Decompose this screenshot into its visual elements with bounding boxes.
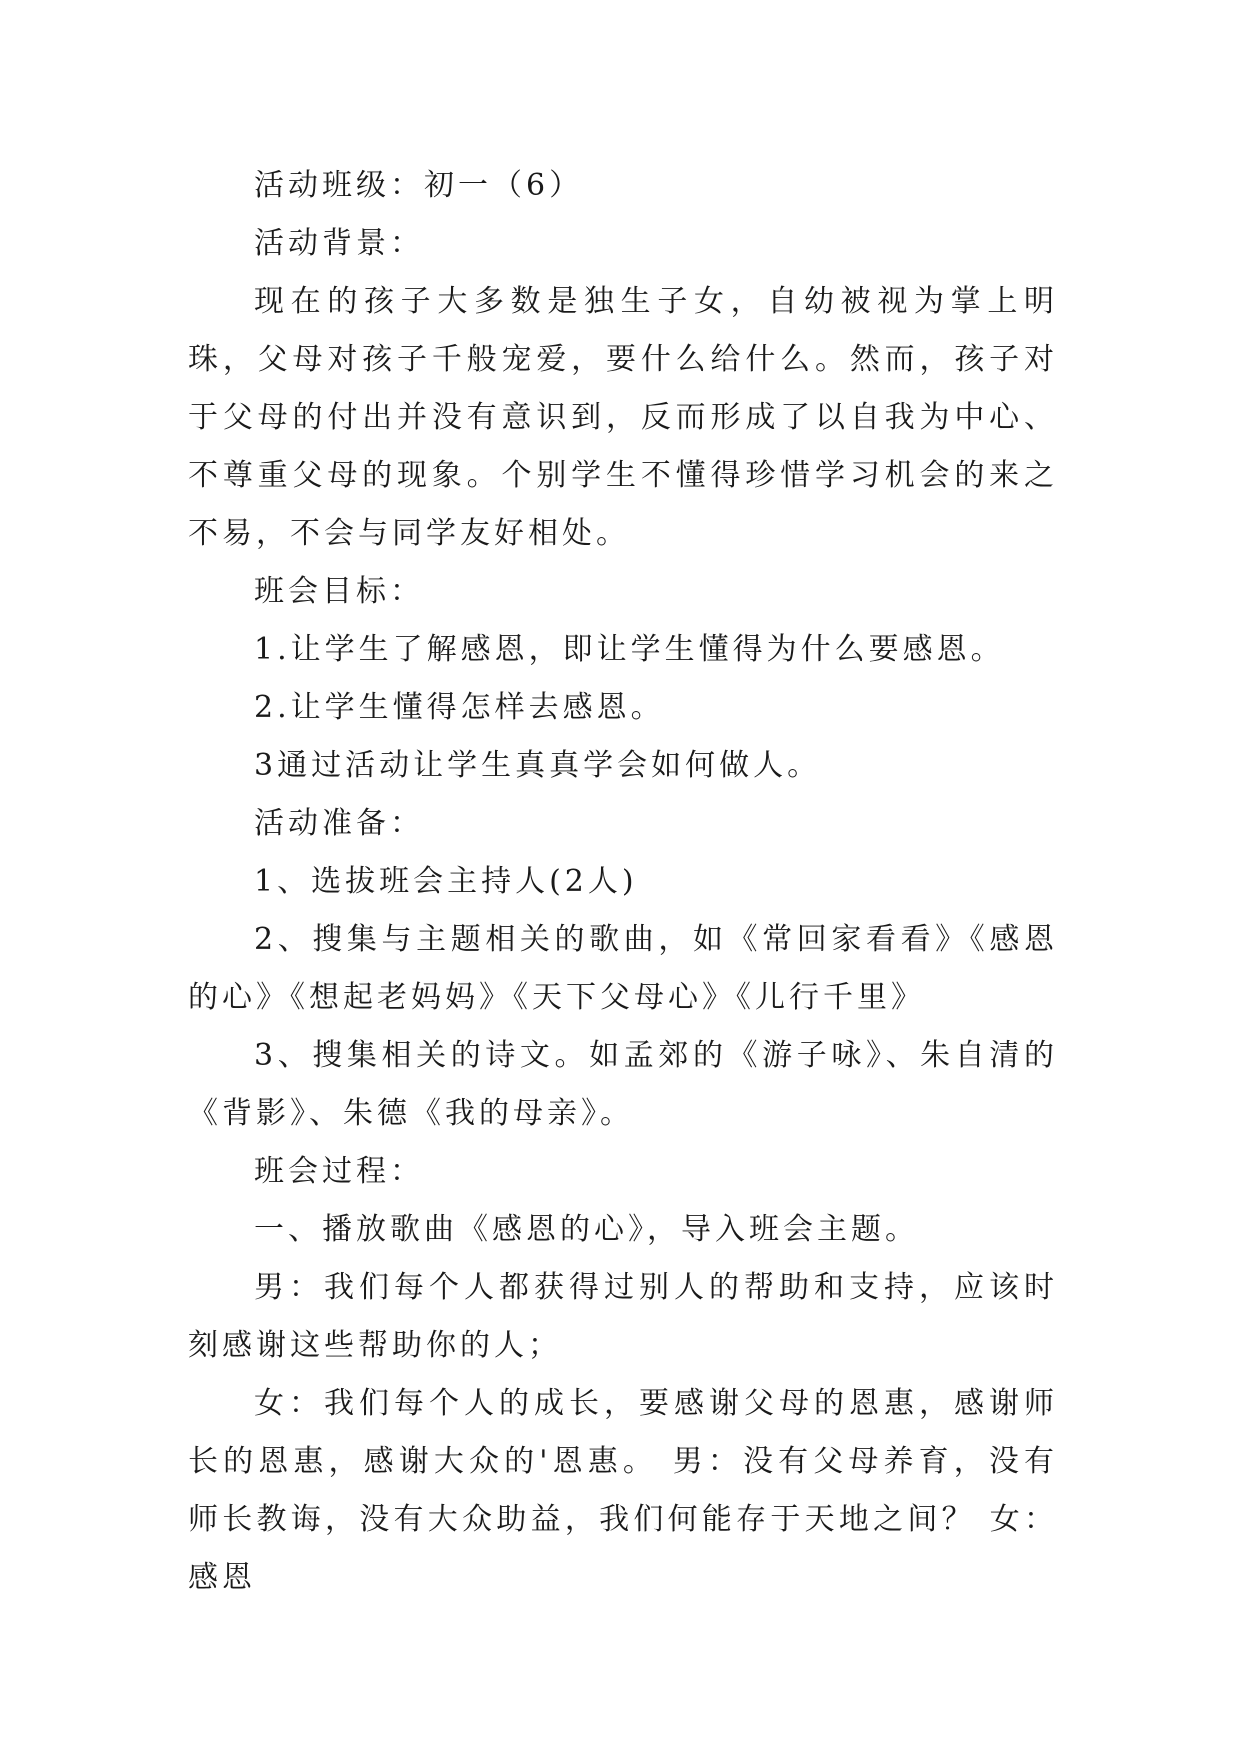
paragraph-background-heading: 活动背景：	[254, 226, 424, 261]
paragraph-dialogue-female: 女：我们每个人的成长，要感谢父母的恩惠，感谢师长的恩惠，感谢大众的'恩惠。 男：没有父母养育，没有师长教诲，没有大众助益，我们何能存于天地之间？ 女：感恩	[188, 1386, 1058, 1595]
paragraph-goals-heading: 班会目标：	[254, 574, 424, 609]
paragraph-preparation-2: 2、搜集与主题相关的歌曲，如《常回家看看》《感恩的心》《想起老妈妈》《天下父母心》《儿行千里》	[188, 922, 1058, 1015]
paragraph-preparation-3: 3、搜集相关的诗文。如孟郊的《游子咏》、朱自清的《背影》、朱德《我的母亲》。	[188, 1038, 1058, 1131]
paragraph-process-1: 一、播放歌曲《感恩的心》，导入班会主题。	[254, 1212, 919, 1247]
paragraph-preparation-1: 1、选拔班会主持人(2人)	[254, 864, 638, 899]
paragraph-goal-2: 2.让学生懂得怎样去感恩。	[254, 690, 665, 725]
paragraph-preparation-heading: 活动准备：	[254, 806, 424, 841]
paragraph-dialogue-male: 男：我们每个人都获得过别人的帮助和支持，应该时刻感谢这些帮助你的人；	[188, 1270, 1058, 1363]
paragraph-goal-1: 1.让学生了解感恩，即让学生懂得为什么要感恩。	[254, 632, 1005, 667]
paragraph-process-heading: 班会过程：	[254, 1154, 424, 1189]
paragraph-goal-3: 3通过活动让学生真真学会如何做人。	[254, 748, 822, 783]
document-body	[188, 157, 1058, 1607]
paragraph-background-text: 现在的孩子大多数是独生子女，自幼被视为掌上明珠，父母对孩子千般宠爱，要什么给什么。然而，孩子对于父母的付出并没有意识到，反而形成了以自我为中心、不尊重父母的现象。个别学生不懂得珍惜学习机会的来之不易，不会与同学友好相处。	[188, 284, 1058, 551]
paragraph-class: 活动班级：初一（6）	[254, 168, 584, 203]
